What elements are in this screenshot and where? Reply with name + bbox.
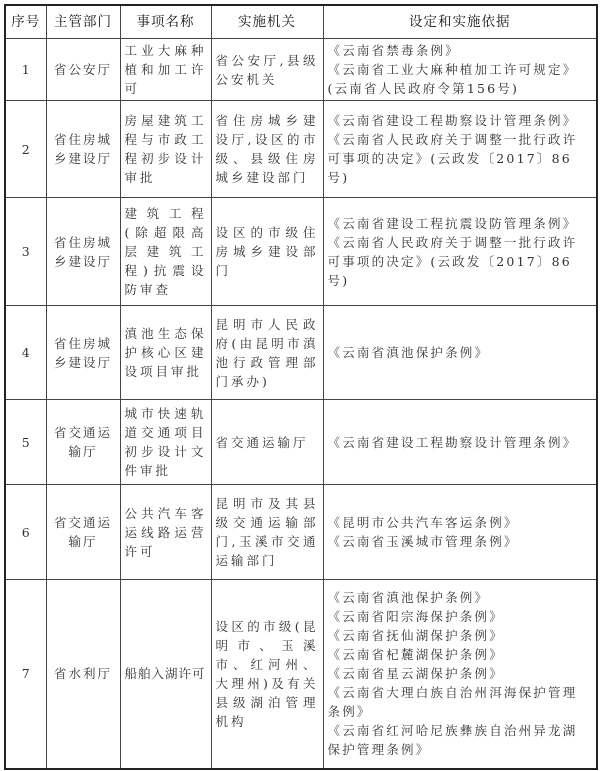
header-legal-basis: 设定和实施依据 xyxy=(323,5,597,39)
row-item-name: 工业大麻种植和加工许可 xyxy=(120,39,211,101)
basis-line: 《云南省建设工程勘察设计管理条例》 xyxy=(327,434,578,450)
row-implementing-agency: 省交通运输厅 xyxy=(211,400,323,485)
basis-line: 《云南省禁毒条例》 xyxy=(327,43,460,58)
row-serial-number: 3 xyxy=(5,198,46,306)
header-implementing-agency: 实施机关 xyxy=(211,5,323,39)
row-implementing-agency: 设区的市级住房城乡建设部门 xyxy=(211,198,323,306)
row-implementing-agency: 省公安厅,县级公安机关 xyxy=(211,39,323,101)
header-serial-number: 序号 xyxy=(5,5,46,39)
row-serial-number: 7 xyxy=(5,580,46,769)
row-serial-number: 6 xyxy=(5,485,46,580)
basis-line: 《云南省滇池保护条例》 xyxy=(327,345,490,360)
row-serial-number: 2 xyxy=(5,101,46,198)
row-item-name: 城市快速轨道交通项目初步设计文件审批 xyxy=(120,400,211,485)
row-serial-number: 5 xyxy=(5,400,46,485)
table-row xyxy=(5,400,597,485)
basis-line: 《云南省人民政府关于调整一批行政许可事项的决定》(云政发〔2017〕86号) xyxy=(327,132,578,185)
row-item-name: 公共汽车客运线路运营许可 xyxy=(120,485,211,580)
basis-line: 《云南省抚仙湖保护条例》 xyxy=(327,628,504,644)
table-row xyxy=(5,39,597,101)
row-department: 省交通运输厅 xyxy=(46,400,120,485)
row-item-name: 滇池生态保护核心区建设项目审批 xyxy=(120,306,211,400)
row-legal-basis xyxy=(323,485,597,580)
row-department: 省住房城乡建设厅 xyxy=(46,306,120,400)
row-implementing-agency: 昆明市及其县级交通运输部门,玉溪市交通运输部门 xyxy=(211,485,323,580)
row-legal-basis xyxy=(323,198,597,306)
row-legal-basis xyxy=(323,580,597,769)
row-implementing-agency: 设区的市级(昆明市、玉溪市、红河州、大理州)及有关县级湖泊管理机构 xyxy=(211,580,323,769)
row-item-name: 房屋建筑工程与市政工程初步设计审批 xyxy=(120,101,211,198)
basis-line: 《昆明市公共汽车客运条例》 xyxy=(327,515,519,530)
row-department: 省住房城乡建设厅 xyxy=(46,101,120,198)
row-department: 省住房城乡建设厅 xyxy=(46,198,120,306)
row-serial-number: 4 xyxy=(5,306,46,400)
basis-line: 《云南省玉溪城市管理条例》 xyxy=(327,534,519,549)
basis-line: 《云南省建设工程抗震设防管理条例》 xyxy=(327,215,578,231)
table-row xyxy=(5,306,597,400)
row-implementing-agency: 昆明市人民政府(由昆明市滇池行政管理部门承办) xyxy=(211,306,323,400)
basis-line: 《云南省星云湖保护条例》 xyxy=(327,666,504,682)
table-row xyxy=(5,101,597,198)
header-department: 主管部门 xyxy=(46,5,120,39)
row-legal-basis xyxy=(323,39,597,101)
basis-line: 《云南省杞麓湖保护条例》 xyxy=(327,647,504,663)
table-row xyxy=(5,485,597,580)
row-legal-basis xyxy=(323,400,597,485)
basis-line: 《云南省建设工程勘察设计管理条例》 xyxy=(327,113,578,128)
row-legal-basis xyxy=(323,101,597,198)
header-item-name: 事项名称 xyxy=(120,5,211,39)
table-row xyxy=(5,198,597,306)
row-legal-basis xyxy=(323,306,597,400)
basis-line: 《云南省人民政府关于调整一批行政许可事项的决定》(云政发〔2017〕86号) xyxy=(327,234,578,288)
basis-line: 《云南省红河哈尼族彝族自治州异龙湖保护管理条例》 xyxy=(327,723,578,758)
row-department: 省水利厅 xyxy=(46,580,120,769)
administrative-permit-table xyxy=(4,4,598,770)
row-implementing-agency: 省住房城乡建设厅,设区的市级、县级住房城乡建设部门 xyxy=(211,101,323,198)
row-department: 省交通运输厅 xyxy=(46,485,120,580)
row-serial-number: 1 xyxy=(5,39,46,101)
basis-line: 《云南省滇池保护条例》 xyxy=(327,590,490,606)
basis-line: 《云南省工业大麻种植加工许可规定》(云南省人民政府令第156号) xyxy=(327,62,578,96)
basis-line: 《云南省大理白族自治州洱海保护管理条例》 xyxy=(327,685,578,720)
table-header-row xyxy=(5,5,597,39)
row-item-name: 船舶入湖许可 xyxy=(120,580,211,769)
table-row xyxy=(5,580,597,769)
basis-line: 《云南省阳宗海保护条例》 xyxy=(327,609,504,625)
row-item-name: 建筑工程(除超限高层建筑工程)抗震设防审查 xyxy=(120,198,211,306)
row-department: 省公安厅 xyxy=(46,39,120,101)
